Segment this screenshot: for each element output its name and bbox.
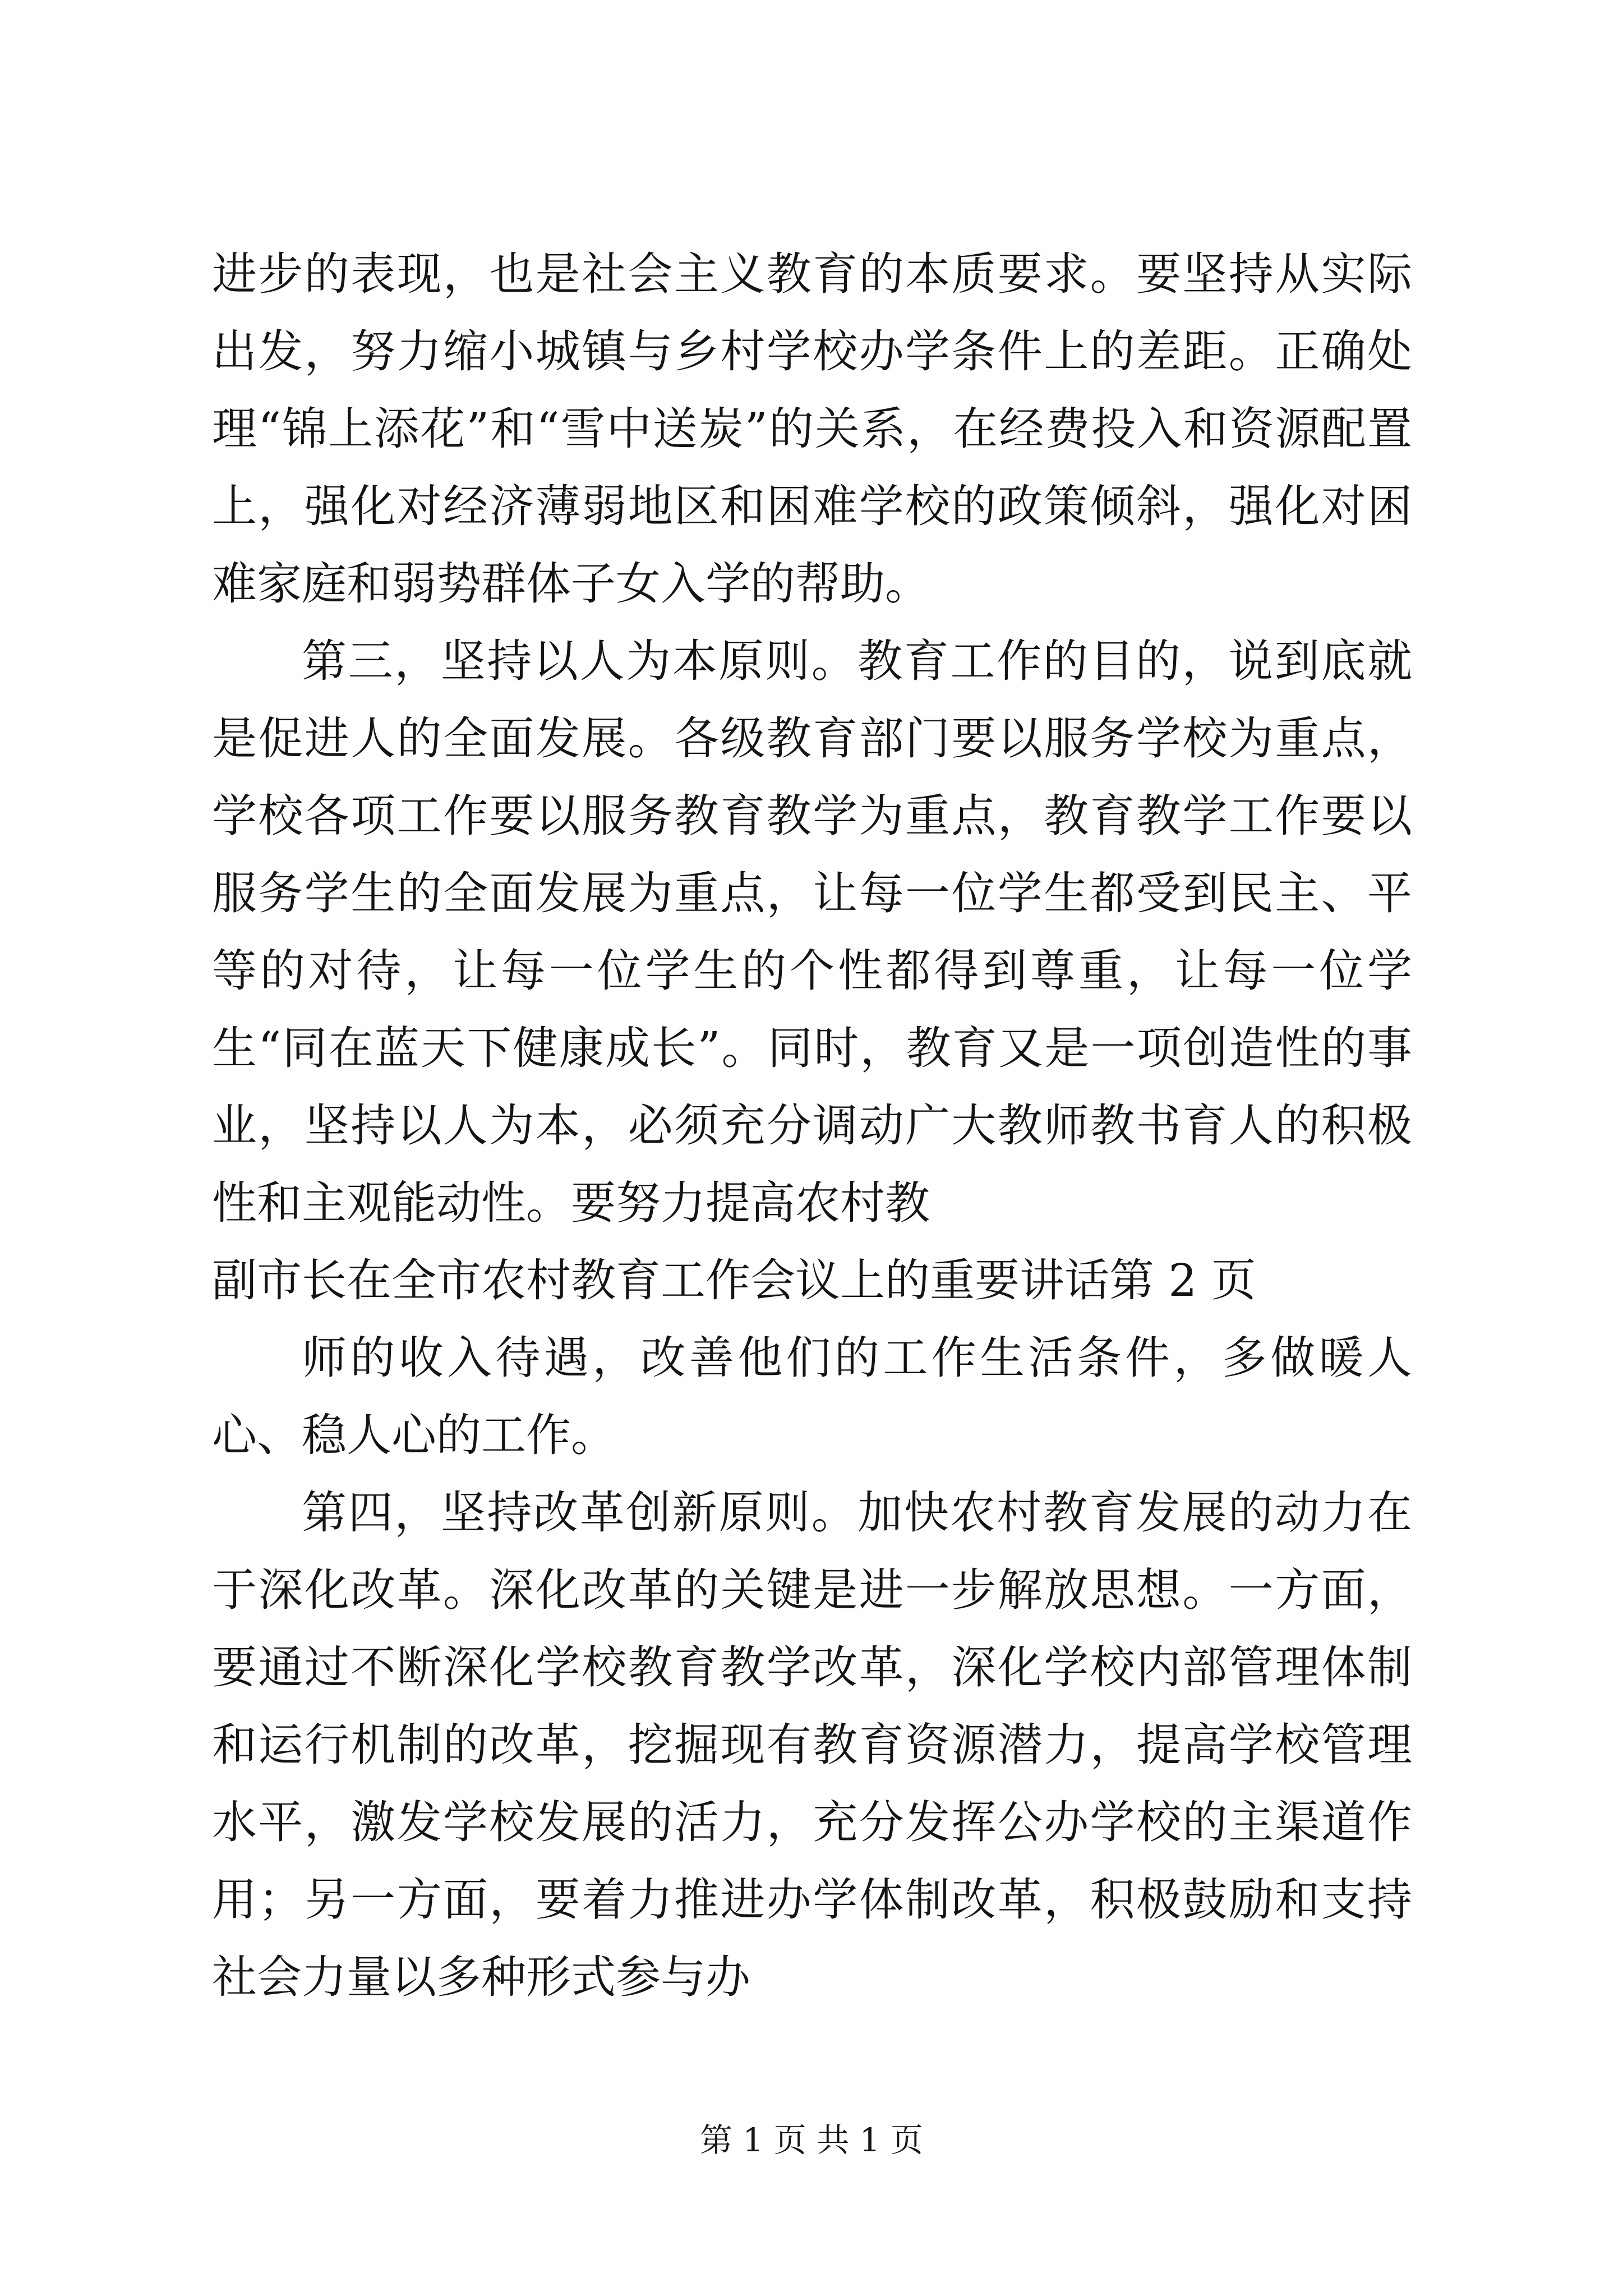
paragraph-1: 进步的表现，也是社会主义教育的本质要求。要坚持从实际出发，努力缩小城镇与乡村学校办学条件上的差距。正确处理“锦上添花”和“雪中送炭”的关系，在经费投入和资源配置上，强化对经济薄弱地区和困难学校的政策倾斜，强化对困难家庭和弱势群体子女入学的帮助。 (212, 248, 1412, 610)
paragraph-2: 第三，坚持以人为本原则。教育工作的目的，说到底就是促进人的全面发展。各级教育部门要以服务学校为重点，学校各项工作要以服务教育教学为重点，教育教学工作要以服务学生的全面发展为重点，让每一位学生都受到民主、平等的对待，让每一位学生的个性都得到尊重，让每一位学生“同在蓝天下健康成长”。同时，教育又是一项创造性的事业，坚持以人为本，必须充分调动广大教师教书育人的积极性和主观能动性。要努力提高农村教 (212, 635, 1412, 1229)
document-body (212, 236, 1412, 2016)
page-footer: 第 1 页 共 1 页 (700, 2121, 923, 2159)
running-title: 副市长在全市农村教育工作会议上的重要讲话第 2 页 (212, 1254, 1256, 1306)
paragraph-3: 师的收入待遇，改善他们的工作生活条件，多做暖人心、稳人心的工作。 (212, 1332, 1412, 1461)
paragraph-4: 第四，坚持改革创新原则。加快农村教育发展的动力在于深化改革。深化改革的关键是进一步解放思想。一方面，要通过不断深化学校教育教学改革，深化学校内部管理体制和运行机制的改革，挖掘现有教育资源潜力，提高学校管理水平，激发学校发展的活力，充分发挥公办学校的主渠道作用；另一方面，要着力推进办学体制改革，积极鼓励和支持社会力量以多种形式参与办 (212, 1487, 1412, 2003)
